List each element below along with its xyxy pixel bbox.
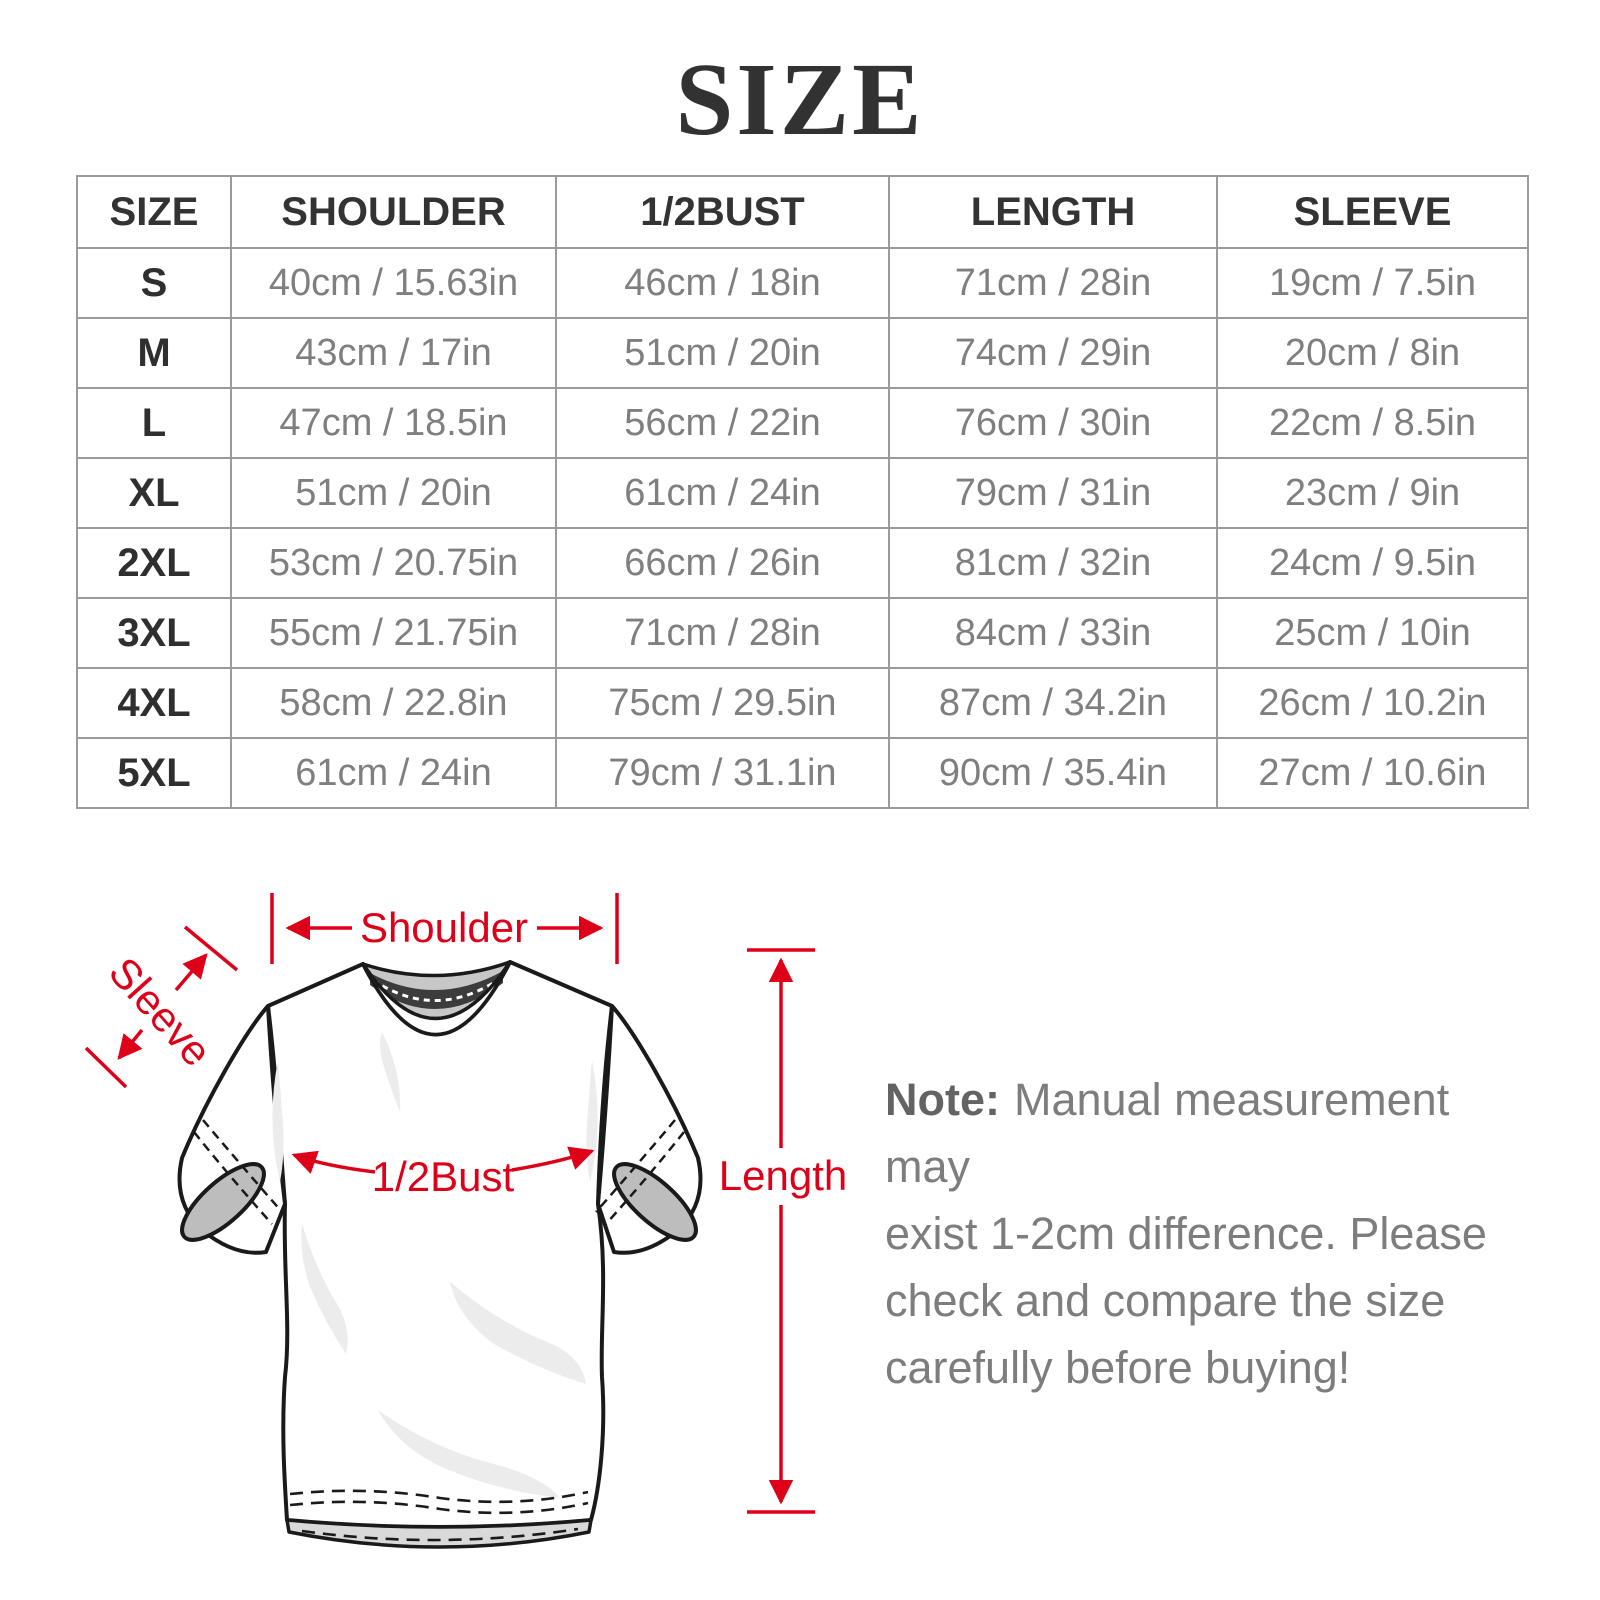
table-row-3xl	[77, 598, 1528, 668]
cell-bust: 79cm / 31.1in	[556, 738, 889, 808]
cell-bust: 71cm / 28in	[556, 598, 889, 668]
note-label: Note:	[885, 1074, 1000, 1125]
table-row-l	[77, 388, 1528, 458]
column-header-length: LENGTH	[889, 176, 1217, 248]
table-row-5xl	[77, 738, 1528, 808]
column-header-bust: 1/2BUST	[556, 176, 889, 248]
column-header-shoulder: SHOULDER	[231, 176, 556, 248]
cell-bust: 51cm / 20in	[556, 318, 889, 388]
note-line	[885, 1066, 1505, 1200]
cell-bust: 66cm / 26in	[556, 528, 889, 598]
note-line: carefully before buying!	[885, 1342, 1351, 1393]
cell-shoulder: 51cm / 20in	[231, 458, 556, 528]
cell-size: 5XL	[77, 738, 231, 808]
cell-shoulder: 53cm / 20.75in	[231, 528, 556, 598]
sleeve-label: Sleeve	[99, 948, 221, 1076]
cell-length: 87cm / 34.2in	[889, 668, 1217, 738]
table-row-4xl	[77, 668, 1528, 738]
cell-length: 84cm / 33in	[889, 598, 1217, 668]
tshirt-illustration	[150, 942, 720, 1567]
cell-shoulder: 43cm / 17in	[231, 318, 556, 388]
table-row-2xl	[77, 528, 1528, 598]
cell-size: 3XL	[77, 598, 231, 668]
length-label: Length	[718, 1152, 848, 1199]
cell-sleeve: 25cm / 10in	[1217, 598, 1528, 668]
cell-size: XL	[77, 458, 231, 528]
cell-sleeve: 23cm / 9in	[1217, 458, 1528, 528]
sleeve-tick-lower	[86, 1048, 126, 1087]
cell-length: 74cm / 29in	[889, 318, 1217, 388]
cell-sleeve: 26cm / 10.2in	[1217, 668, 1528, 738]
cell-bust: 56cm / 22in	[556, 388, 889, 458]
cell-length: 90cm / 35.4in	[889, 738, 1217, 808]
table-header-row	[77, 176, 1528, 248]
note-line: exist 1-2cm difference. Please	[885, 1208, 1487, 1259]
cell-size: 4XL	[77, 668, 231, 738]
note-line: check and compare the size	[885, 1275, 1446, 1326]
cell-shoulder: 55cm / 21.75in	[231, 598, 556, 668]
note-text: Manual measurement may	[885, 1074, 1450, 1192]
cell-length: 76cm / 30in	[889, 388, 1217, 458]
cell-length: 79cm / 31in	[889, 458, 1217, 528]
table-row-xl	[77, 458, 1528, 528]
cell-size: L	[77, 388, 231, 458]
cell-length: 71cm / 28in	[889, 248, 1217, 318]
cell-bust: 46cm / 18in	[556, 248, 889, 318]
cell-sleeve: 20cm / 8in	[1217, 318, 1528, 388]
page-title: SIZE	[675, 42, 925, 157]
shoulder-label: Shoulder	[359, 904, 529, 951]
cell-shoulder: 61cm / 24in	[231, 738, 556, 808]
cell-bust: 61cm / 24in	[556, 458, 889, 528]
cell-size: S	[77, 248, 231, 318]
bust-label: 1/2Bust	[371, 1153, 515, 1200]
cell-sleeve: 24cm / 9.5in	[1217, 528, 1528, 598]
cell-shoulder: 58cm / 22.8in	[231, 668, 556, 738]
table-row-m	[77, 318, 1528, 388]
column-header-sleeve: SLEEVE	[1217, 176, 1528, 248]
column-header-size: SIZE	[77, 176, 231, 248]
cell-shoulder: 47cm / 18.5in	[231, 388, 556, 458]
note-block	[885, 1066, 1505, 1401]
cell-length: 81cm / 32in	[889, 528, 1217, 598]
cell-sleeve: 19cm / 7.5in	[1217, 248, 1528, 318]
cell-shoulder: 40cm / 15.63in	[231, 248, 556, 318]
cell-sleeve: 27cm / 10.6in	[1217, 738, 1528, 808]
cell-size: 2XL	[77, 528, 231, 598]
size-table	[76, 175, 1529, 809]
cell-sleeve: 22cm / 8.5in	[1217, 388, 1528, 458]
cell-size: M	[77, 318, 231, 388]
tshirt-body	[268, 962, 612, 1527]
sleeve-arrow-lower	[119, 1030, 142, 1058]
table-row-s	[77, 248, 1528, 318]
cell-bust: 75cm / 29.5in	[556, 668, 889, 738]
